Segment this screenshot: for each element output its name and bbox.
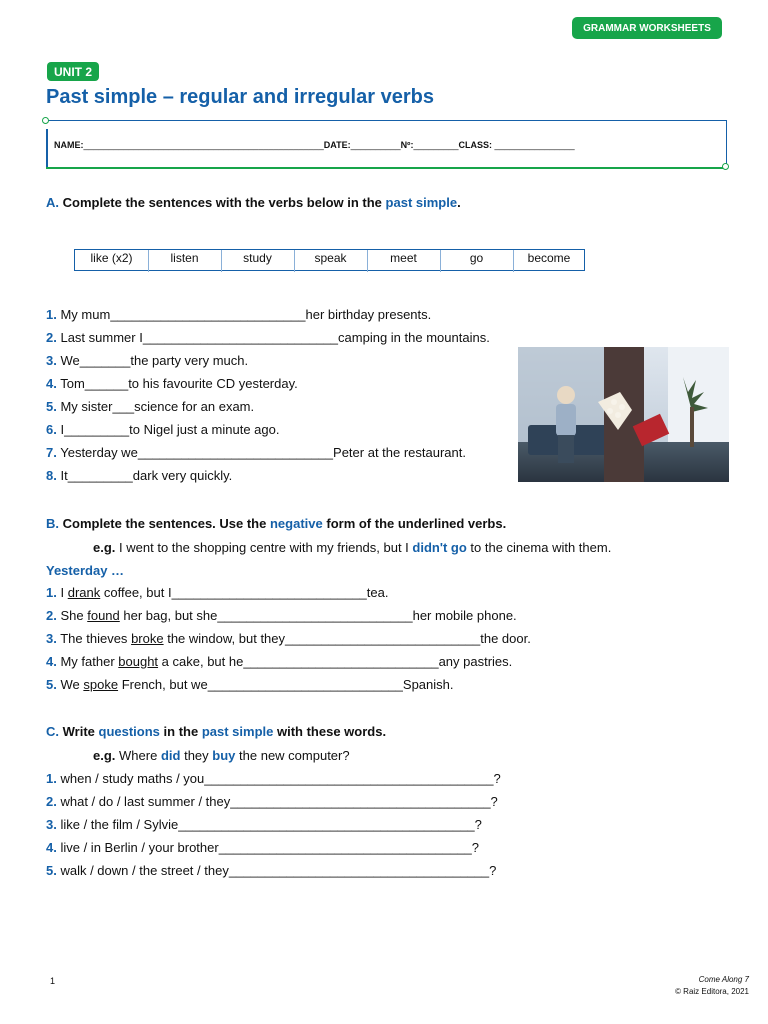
exercise-b-item bbox=[46, 631, 531, 646]
footer-copyright: © Raiz Editora, 2021 bbox=[675, 987, 749, 996]
section-a-instr-text: Complete the sentences with the verbs below in the bbox=[62, 195, 382, 210]
answer-blank[interactable]: ___________________________ bbox=[171, 585, 367, 600]
item-text: dark very quickly. bbox=[132, 468, 233, 483]
exercise-c-item bbox=[46, 840, 479, 855]
exercise-c-item bbox=[46, 771, 501, 786]
section-a-instr-end: . bbox=[457, 195, 461, 210]
item-text: any pastries. bbox=[438, 654, 513, 669]
exercise-a-item bbox=[46, 307, 431, 322]
underlined-verb: found bbox=[87, 608, 120, 623]
word-bank-cell bbox=[148, 250, 222, 272]
section-a-letter: A. bbox=[46, 195, 59, 210]
info-corner-dot bbox=[42, 117, 49, 124]
item-number: 7. bbox=[46, 445, 57, 460]
section-b-instr-highlight: negative bbox=[269, 516, 323, 531]
item-number: 1. bbox=[46, 307, 57, 322]
name-label: NAME: bbox=[54, 140, 84, 150]
item-text: My mum bbox=[60, 307, 111, 322]
word-bank-word: study bbox=[243, 251, 272, 265]
info-left-rule bbox=[46, 129, 48, 169]
section-b-instruction bbox=[46, 516, 506, 531]
item-text: the party very much. bbox=[130, 353, 249, 368]
answer-blank[interactable]: ___________________________________ bbox=[218, 840, 472, 855]
example-label: e.g. bbox=[93, 748, 116, 763]
section-b-letter: B. bbox=[46, 516, 59, 531]
answer-blank[interactable]: ___________________________ bbox=[137, 445, 334, 460]
word-bank-cell bbox=[513, 250, 585, 272]
word-bank-word: become bbox=[527, 251, 571, 265]
item-text: It bbox=[60, 468, 68, 483]
word-bank-word: listen bbox=[170, 251, 199, 265]
item-number: 1. bbox=[46, 585, 57, 600]
underlined-verb: broke bbox=[131, 631, 164, 646]
item-text: The thieves bbox=[60, 631, 128, 646]
item-text: Peter at the restaurant. bbox=[333, 445, 466, 460]
word-bank-word: speak bbox=[314, 251, 347, 265]
yesterday-heading: Yesterday … bbox=[46, 563, 125, 578]
item-text: when / study maths / you bbox=[60, 771, 205, 786]
answer-blank[interactable]: ___________________________ bbox=[110, 307, 306, 322]
item-text: what / do / last summer / they bbox=[60, 794, 231, 809]
item-number: 1. bbox=[46, 771, 57, 786]
section-c-letter: C. bbox=[46, 724, 59, 739]
item-number: 6. bbox=[46, 422, 57, 437]
word-bank-word: go bbox=[469, 251, 484, 265]
word-bank-cell bbox=[440, 250, 514, 272]
word-bank-cell bbox=[221, 250, 295, 272]
page-number: 1 bbox=[50, 976, 56, 986]
item-text: to Nigel just a minute ago. bbox=[129, 422, 280, 437]
answer-blank[interactable]: ___ bbox=[112, 399, 135, 414]
exercise-a-item bbox=[46, 422, 279, 437]
date-label: DATE: bbox=[323, 140, 351, 150]
item-text: French, but we bbox=[121, 677, 208, 692]
question-mark: ? bbox=[493, 771, 501, 786]
answer-blank[interactable]: _________ bbox=[64, 422, 130, 437]
item-text: She bbox=[60, 608, 84, 623]
info-fields bbox=[54, 140, 575, 150]
answer-blank[interactable]: ___________________________ bbox=[142, 330, 339, 345]
grammar-worksheets-badge: GRAMMAR WORKSHEETS bbox=[572, 17, 722, 39]
section-c-instr-highlight: past simple bbox=[201, 724, 274, 739]
info-bottom-rule bbox=[46, 167, 728, 169]
page-title: Past simple – regular and irregular verbs bbox=[46, 86, 434, 108]
answer-blank[interactable]: ____________________________________ bbox=[228, 863, 490, 878]
exercise-b-item bbox=[46, 585, 388, 600]
section-b-instr-end: form of the underlined verbs. bbox=[326, 516, 507, 531]
exercise-a-item bbox=[46, 330, 490, 345]
answer-blank[interactable]: ___________________________ bbox=[285, 631, 481, 646]
item-text: I bbox=[60, 585, 65, 600]
word-bank bbox=[74, 249, 585, 271]
example-text: to the cinema with them. bbox=[470, 540, 612, 555]
item-number: 4. bbox=[46, 840, 57, 855]
word-bank-cell bbox=[294, 250, 368, 272]
item-text: Tom bbox=[60, 376, 85, 391]
word-bank-cell bbox=[367, 250, 441, 272]
word-bank-word: meet bbox=[390, 251, 417, 265]
section-a-instr-highlight: past simple bbox=[385, 195, 458, 210]
item-text: walk / down / the street / they bbox=[60, 863, 229, 878]
item-text: to his favourite CD yesterday. bbox=[128, 376, 298, 391]
item-text: a cake, but he bbox=[161, 654, 244, 669]
item-number: 2. bbox=[46, 330, 57, 345]
item-text: coffee, but I bbox=[103, 585, 172, 600]
example-text: Where bbox=[119, 748, 158, 763]
student-info-box bbox=[46, 120, 727, 167]
item-text: her mobile phone. bbox=[412, 608, 517, 623]
example-highlight: buy bbox=[212, 748, 236, 763]
section-c-example bbox=[93, 748, 350, 763]
exercise-c-item bbox=[46, 863, 496, 878]
item-text: Spanish. bbox=[402, 677, 454, 692]
exercise-b-item bbox=[46, 677, 454, 692]
exercise-a-item bbox=[46, 376, 298, 391]
example-text: they bbox=[184, 748, 209, 763]
item-number: 5. bbox=[46, 399, 57, 414]
item-number: 2. bbox=[46, 608, 57, 623]
item-text: I bbox=[60, 422, 65, 437]
example-text: the new computer? bbox=[239, 748, 350, 763]
item-text: like / the film / Sylvie bbox=[60, 817, 179, 832]
answer-blank[interactable]: ___________________________ bbox=[217, 608, 413, 623]
unit-badge: UNIT 2 bbox=[47, 62, 99, 81]
underlined-verb: spoke bbox=[83, 677, 119, 692]
question-mark: ? bbox=[489, 863, 497, 878]
exercise-c-item bbox=[46, 817, 482, 832]
item-text: the window, but they bbox=[167, 631, 286, 646]
answer-blank[interactable]: ________________________________________ bbox=[204, 771, 494, 786]
item-text: tea. bbox=[366, 585, 389, 600]
section-b-example bbox=[93, 540, 611, 555]
answer-blank[interactable]: ___________________________ bbox=[243, 654, 439, 669]
answer-blank[interactable]: ______ bbox=[84, 376, 129, 391]
item-text: We bbox=[60, 353, 80, 368]
item-number: 4. bbox=[46, 654, 57, 669]
answer-blank[interactable]: _______ bbox=[79, 353, 131, 368]
item-text: Last summer I bbox=[60, 330, 143, 345]
question-mark: ? bbox=[490, 794, 498, 809]
item-number: 5. bbox=[46, 677, 57, 692]
underlined-verb: drank bbox=[67, 585, 101, 600]
item-text: We bbox=[60, 677, 80, 692]
exercise-a-item bbox=[46, 399, 254, 414]
answer-blank[interactable]: _________________________________________ bbox=[178, 817, 475, 832]
exercise-c-item bbox=[46, 794, 498, 809]
item-text: camping in the mountains. bbox=[338, 330, 490, 345]
number-field[interactable]: _________ bbox=[413, 140, 459, 150]
class-label: CLASS: bbox=[458, 140, 493, 150]
class-field[interactable]: ________________ bbox=[492, 140, 575, 150]
question-mark: ? bbox=[474, 817, 482, 832]
section-c-instr-end: with these words. bbox=[277, 724, 387, 739]
item-text: science for an exam. bbox=[134, 399, 255, 414]
answer-blank[interactable]: ___________________________ bbox=[207, 677, 403, 692]
item-text: her birthday presents. bbox=[305, 307, 432, 322]
photo-illustration bbox=[518, 347, 729, 482]
name-field[interactable]: ________________________________________________ bbox=[83, 140, 324, 150]
item-text: Yesterday we bbox=[60, 445, 138, 460]
section-c-instr-text: in the bbox=[163, 724, 199, 739]
word-bank-word: like (x2) bbox=[90, 251, 133, 265]
item-text: My sister bbox=[60, 399, 113, 414]
underlined-verb: bought bbox=[118, 654, 159, 669]
item-text: her bag, but she bbox=[123, 608, 218, 623]
item-text: the door. bbox=[480, 631, 531, 646]
example-text: I went to the shopping centre with my friends, but I bbox=[119, 540, 409, 555]
item-number: 3. bbox=[46, 353, 57, 368]
section-c-instr-highlight: questions bbox=[98, 724, 160, 739]
section-b-instr-text: Complete the sentences. Use the bbox=[62, 516, 267, 531]
photo-woman-flowers bbox=[518, 347, 729, 482]
exercise-b-item bbox=[46, 608, 517, 623]
section-c-instr-text: Write bbox=[62, 724, 95, 739]
example-highlight: didn't go bbox=[412, 540, 467, 555]
section-a-instruction bbox=[46, 195, 461, 210]
exercise-b-item bbox=[46, 654, 512, 669]
item-number: 2. bbox=[46, 794, 57, 809]
item-number: 3. bbox=[46, 817, 57, 832]
exercise-a-item bbox=[46, 468, 232, 483]
number-label: Nº: bbox=[400, 140, 414, 150]
info-corner-dot-br bbox=[722, 163, 729, 170]
example-highlight: did bbox=[160, 748, 181, 763]
item-number: 4. bbox=[46, 376, 57, 391]
item-number: 3. bbox=[46, 631, 57, 646]
date-field[interactable]: __________ bbox=[350, 140, 401, 150]
word-bank-cell bbox=[75, 250, 149, 272]
item-number: 5. bbox=[46, 863, 57, 878]
example-label: e.g. bbox=[93, 540, 116, 555]
item-number: 8. bbox=[46, 468, 57, 483]
section-c-instruction bbox=[46, 724, 386, 739]
exercise-a-item bbox=[46, 353, 248, 368]
item-text: live / in Berlin / your brother bbox=[60, 840, 219, 855]
answer-blank[interactable]: ____________________________________ bbox=[230, 794, 491, 809]
footer-book-title: Come Along 7 bbox=[698, 975, 749, 984]
question-mark: ? bbox=[471, 840, 479, 855]
item-text: My father bbox=[60, 654, 115, 669]
answer-blank[interactable]: _________ bbox=[67, 468, 133, 483]
exercise-a-item bbox=[46, 445, 466, 460]
